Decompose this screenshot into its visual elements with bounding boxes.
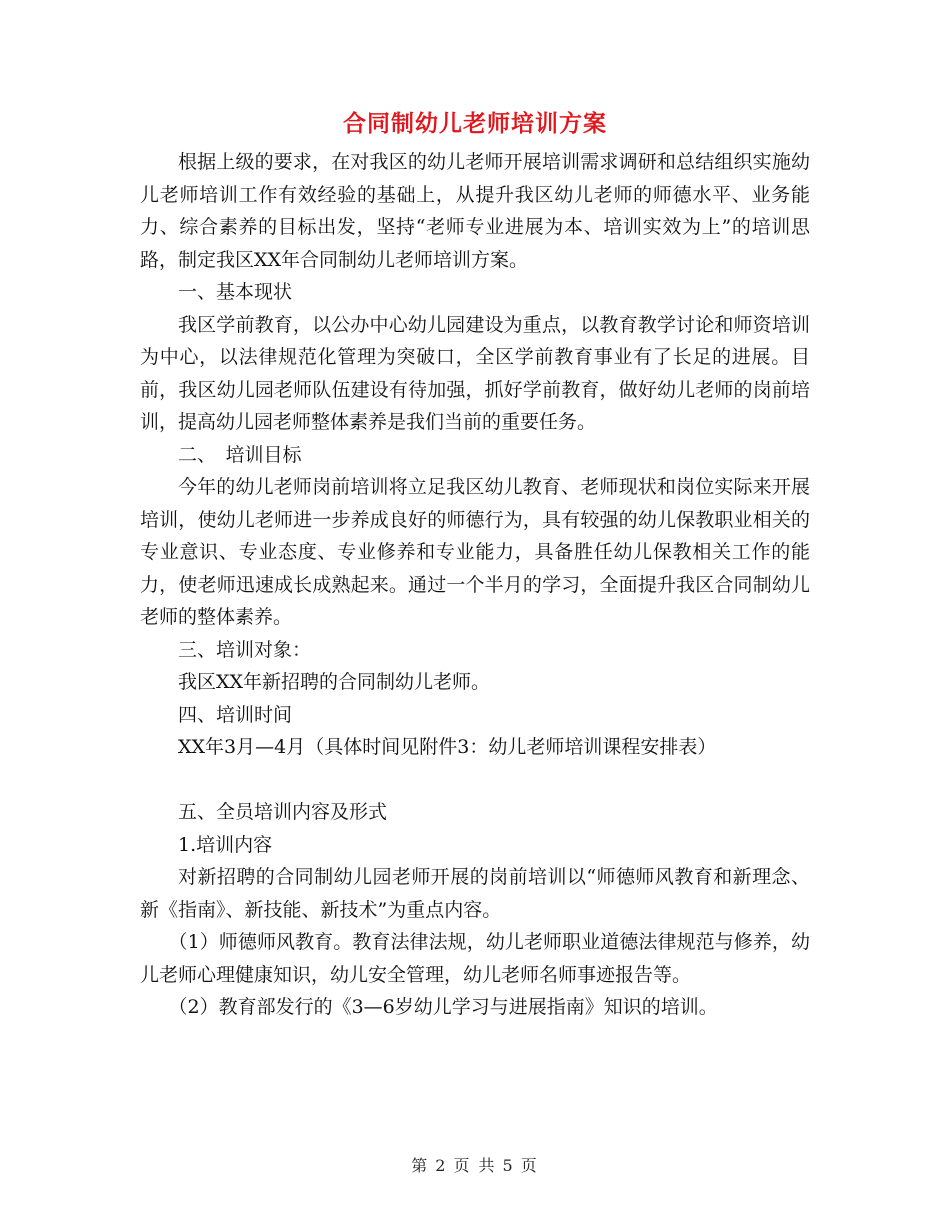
heading-training-time: 四、培训时间 [178,703,293,726]
paragraph-item-2: （2）教育部发行的《3—6岁幼儿学习与进展指南》知识的培训。 [168,996,718,1018]
paragraph-training-targets: 我区XX年新招聘的合同制幼儿老师。 [178,671,491,693]
heading-training-goals: 二、 培训目标 [178,443,302,466]
footer-middle: 页 共 [453,1156,497,1175]
paragraph-training-goals: 今年的幼儿老师岗前培训将立足我区幼儿教育、老师现状和岗位实际来开展培训，使幼儿老师进一步养成良好的师德行为，具有较强的幼儿保教职业相关的专业意识、专业态度、专业修养和专业能力，具备胜任幼儿保教相关工作的能力，使老师迅速成长成熟起来。通过一个半月的学习，全面提升我区合同制幼儿老师的整体素养。 [140,476,810,628]
footer-suffix: 页 [520,1156,539,1175]
page-footer [0,1153,950,1176]
footer-prefix: 第 [411,1156,430,1175]
paragraph-training-time: XX年3月—4月（具体时间见附件3：幼儿老师培训课程安排表） [178,736,717,758]
footer-total-pages: 5 [502,1156,515,1175]
paragraph-intro: 根据上级的要求，在对我区的幼儿老师开展培训需求调研和总结组织实施幼儿老师培训工作有效经验的基础上，从提升我区幼儿老师的师德水平、业务能力、综合素养的目标出发，坚持“老师专业进展为本、培训实效为上”的培训思路，制定我区XX年合同制幼儿老师培训方案。 [140,151,810,271]
footer-page-number: 2 [435,1156,448,1175]
document-title: 合同制幼儿老师培训方案 [343,111,607,137]
heading-basic-status: 一、基本现状 [178,281,293,303]
paragraph-item-1: （1）师德师风教育。教育法律法规，幼儿老师职业道德法律规范与修养，幼儿老师心理健康知识，幼儿安全管理，幼儿老师名师事迹报告等。 [140,931,810,986]
heading-training-content: 五、全员培训内容及形式 [178,801,388,823]
heading-training-targets: 三、培训对象： [178,638,312,661]
blank-line [140,764,810,797]
paragraph-content-focus: 对新招聘的合同制幼儿园老师开展的岗前培训以“师德师风教育和新理念、新《指南》、新技能、新技术”为重点内容。 [140,866,810,921]
subheading-content: 1.培训内容 [178,833,273,856]
paragraph-basic-status: 我区学前教育，以公办中心幼儿园建设为重点，以教育教学讨论和师资培训为中心，以法律规范化管理为突破口，全区学前教育事业有了长足的进展。目前，我区幼儿园老师队伍建设有待加强，抓好学前教育，做好幼儿老师的岗前培训，提高幼儿园老师整体素养是我们当前的重要任务。 [140,313,810,433]
document-body [140,146,810,1024]
